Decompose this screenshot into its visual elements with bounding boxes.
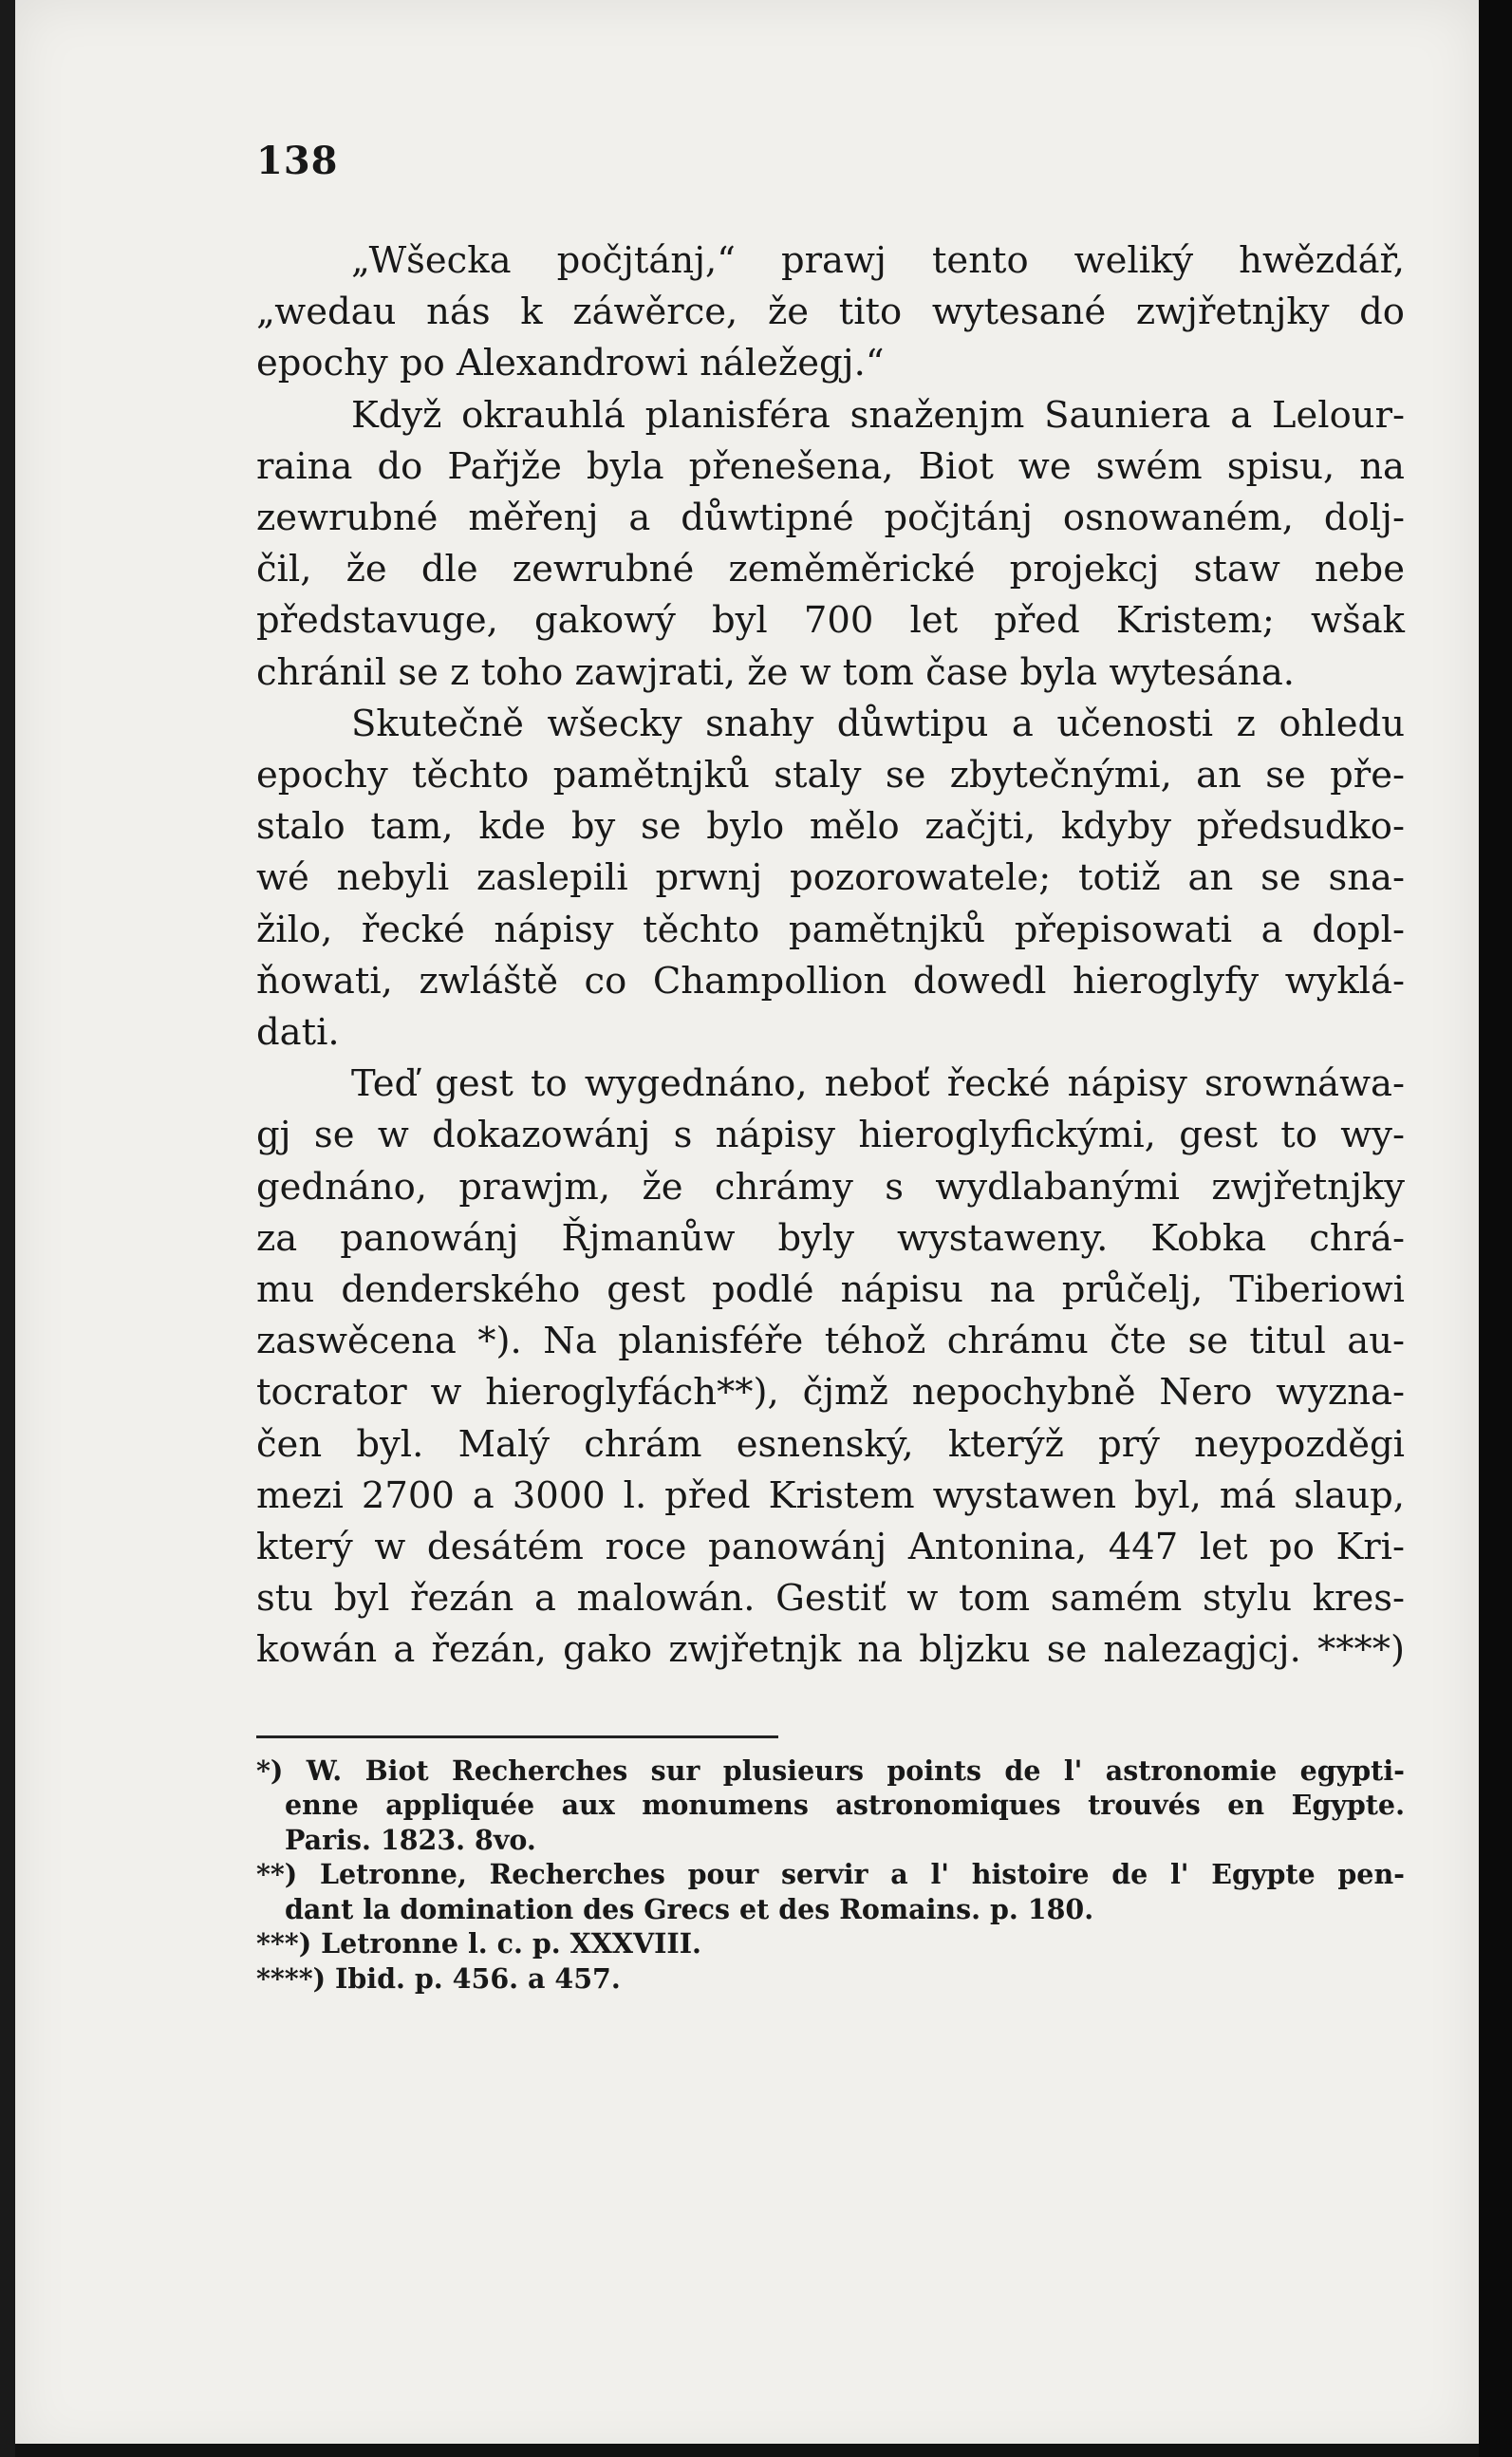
- paragraph-2: [256, 390, 1405, 699]
- footnote-divider: [256, 1735, 778, 1738]
- body-text: [256, 235, 1405, 1677]
- text-line: „wedau nás k záwěrce, že tito wytesané zwjřetnjky do: [256, 291, 1405, 334]
- page-bottom-edge: [15, 2444, 1479, 2457]
- text-block: [256, 139, 1405, 1996]
- text-line: zaswěcena *). Na planisféře téhož chrámu čte se titul au-: [256, 1320, 1405, 1363]
- text-line: který w desátém roce panowánj Antonina, 447 let po Kri-: [256, 1526, 1405, 1569]
- text-line: „Wšecka počjtánj,“ prawj tento weliký hwězdář,: [351, 239, 1405, 282]
- paragraph-3: [256, 699, 1405, 1059]
- footnote-line: enne appliquée aux monumens astronomiques trouvés en Egypte.: [285, 1789, 1405, 1822]
- footnotes: [256, 1754, 1405, 1997]
- footnote-line: ****) Ibid. p. 456. a 457.: [256, 1961, 621, 1995]
- text-line: gj se w dokazowánj s nápisy hieroglyfickými, gest to wy-: [256, 1114, 1405, 1157]
- text-line: epochy těchto pamětnjků staly se zbytečnými, an se pře-: [256, 754, 1405, 797]
- footnote-3: [256, 1926, 1405, 1961]
- text-line: mezi 2700 a 3000 l. před Kristem wystawen byl, má slaup,: [256, 1473, 1405, 1517]
- footnote-line: **) Letronne, Recherches pour servir a l' histoire de l' Egypte pen-: [256, 1858, 1405, 1891]
- page-number: 138: [256, 139, 339, 183]
- text-line: ňowati, zwláště co Champollion dowedl hieroglyfy wyklá-: [256, 959, 1405, 1003]
- text-line: wé nebyli zaslepili prwnj pozorowatele; totiž an se sna-: [256, 856, 1405, 900]
- footnote-1: [256, 1754, 1405, 1858]
- text-line: Teď gest to wygednáno, neboť řecké nápisy srownáwa-: [351, 1062, 1405, 1106]
- text-line: stu byl řezán a malowán. Gestiť w tom samém stylu kres-: [256, 1577, 1405, 1621]
- text-line: mu denderského gest podlé nápisu na průčelj, Tiberiowi: [256, 1268, 1405, 1312]
- text-line: představuge, gakowý byl 700 let před Kristem; wšak: [256, 599, 1405, 643]
- text-line: za panowánj Řjmanůw byly wystaweny. Kobka chrá-: [256, 1216, 1405, 1260]
- footnote-4: [256, 1961, 1405, 1997]
- text-line: stalo tam, kde by se bylo mělo začjti, kdyby předsudko-: [256, 805, 1405, 849]
- text-line: žilo, řecké nápisy těchto pamětnjků přepisowati a dopl-: [256, 908, 1405, 951]
- text-line: tocrator w hieroglyfách**), čjmž nepochybně Nero wyzna-: [256, 1371, 1405, 1415]
- footnote-line: *) W. Biot Recherches sur plusieurs points de l' astronomie egypti-: [256, 1754, 1405, 1787]
- page-sheet: [15, 0, 1479, 2457]
- book-spine-edge: [0, 0, 15, 2457]
- footnote-2: [256, 1857, 1405, 1926]
- text-line: raina do Pařjže byla přenešena, Biot we swém spisu, na: [256, 444, 1405, 488]
- text-line: epochy po Alexandrowi náležegj.“: [256, 342, 885, 385]
- text-line: čen byl. Malý chrám esnenský, kterýž prý neypozděgi: [256, 1422, 1405, 1466]
- text-line: Skutečně wšecky snahy důwtipu a učenosti z ohledu: [351, 702, 1405, 745]
- text-line: chránil se z toho zawjrati, že w tom čase byla wytesána.: [256, 650, 1296, 694]
- footnote-line: Paris. 1823. 8vo.: [285, 1823, 536, 1856]
- footnote-line: dant la domination des Grecs et des Romains. p. 180.: [285, 1892, 1094, 1925]
- text-line: čil, že dle zewrubné zeměměrické projekcj staw nebe: [256, 548, 1405, 591]
- paragraph-4: [256, 1059, 1405, 1676]
- text-line: zewrubné měřenj a důwtipné počjtánj osnowaném, dolj-: [256, 497, 1405, 540]
- footnote-line: ***) Letronne l. c. p. XXXVIII.: [256, 1927, 701, 1960]
- paragraph-1: [256, 235, 1405, 390]
- text-line: kowán a řezán, gako zwjřetnjk na bljzku se nalezagjcj. ****): [256, 1628, 1405, 1672]
- text-line: Když okrauhlá planisféra snaženjm Sauniera a Lelour-: [351, 393, 1405, 437]
- text-line: dati.: [256, 1011, 340, 1055]
- text-line: gednáno, prawjm, že chrámy s wydlabanými zwjřetnjky: [256, 1165, 1405, 1209]
